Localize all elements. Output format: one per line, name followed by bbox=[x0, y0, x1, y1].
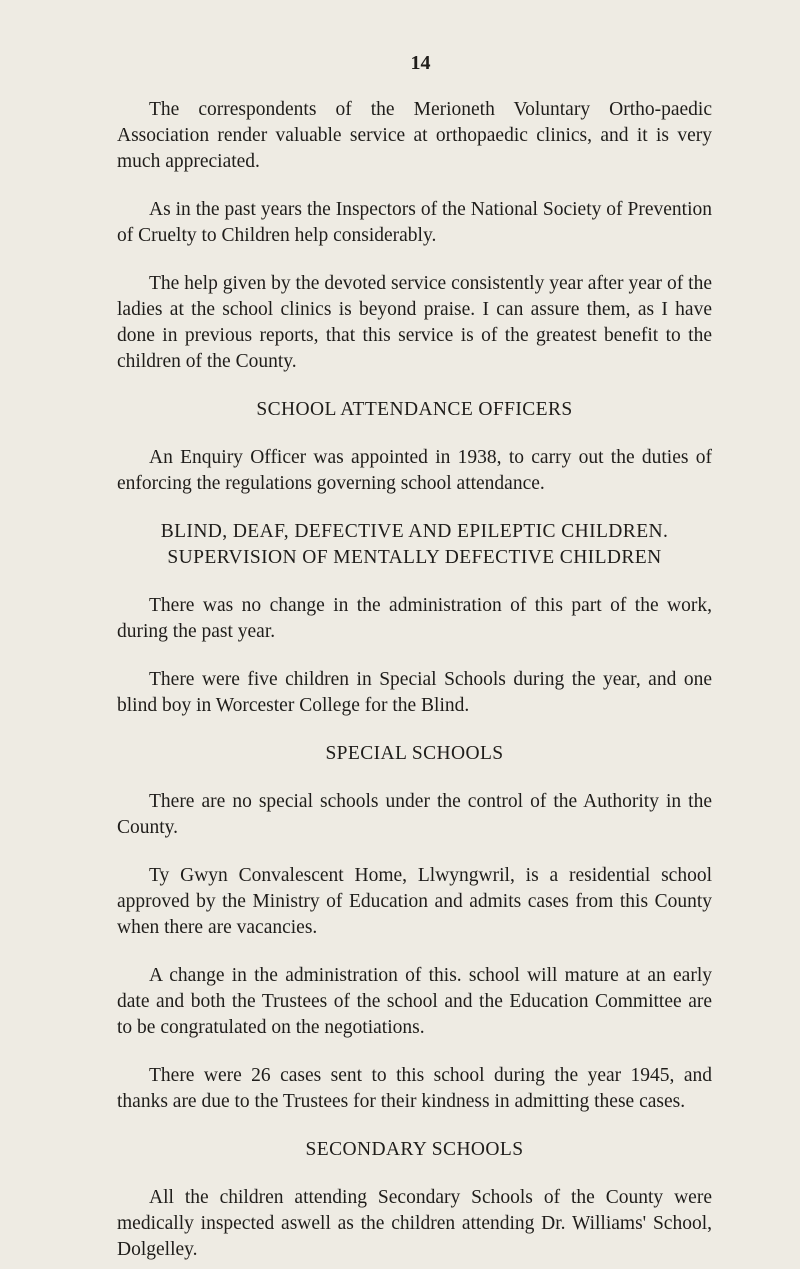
paragraph-enquiry-officer: An Enquiry Officer was appointed in 1938, to carry out the duties of enforcing the regulations governing school attendance. bbox=[117, 447, 712, 494]
heading-blind-deaf-defective bbox=[117, 519, 712, 571]
heading-special-schools: SPECIAL SCHOOLS bbox=[325, 743, 504, 764]
paragraph-ty-gwyn: Ty Gwyn Convalescent Home, Llwyngwril, is a residential school approved by the Ministry of Education and admits cases from this County when there are vacancies. bbox=[117, 865, 712, 938]
paragraph-nspcc: As in the past years the Inspectors of the National Society of Prevention of Cruelty to Children help considerably. bbox=[117, 199, 712, 246]
heading-blind-line1: BLIND, DEAF, DEFECTIVE AND EPILEPTIC CHILDREN. bbox=[160, 521, 669, 542]
heading-blind-line2: SUPERVISION OF MENTALLY DEFECTIVE CHILDREN bbox=[167, 547, 662, 568]
paragraph-ladies-clinics: The help given by the devoted service consistently year after year of the ladies at the school clinics is beyond praise. I can assure them, as I have done in previous reports, that this service is of the greatest benefit to the children of the County. bbox=[117, 273, 712, 372]
paragraph-five-children: There were five children in Special Schools during the year, and one blind boy in Worcester College for the Blind. bbox=[117, 669, 712, 716]
paragraph-no-special-schools: There are no special schools under the control of the Authority in the County. bbox=[117, 791, 712, 838]
paragraph-change-administration: A change in the administration of this. school will mature at an early date and both the Trustees of the school and the Education Committee are to be congratulated on the negotiations. bbox=[117, 965, 712, 1038]
paragraph-orthopaedic: The correspondents of the Merioneth Voluntary Ortho-paedic Association render valuable service at orthopaedic clinics, and it is very much appreciated. bbox=[117, 99, 712, 172]
heading-secondary-schools: SECONDARY SCHOOLS bbox=[305, 1139, 524, 1160]
page-number: 14 bbox=[410, 52, 431, 74]
paragraph-no-change: There was no change in the administration of this part of the work, during the past year. bbox=[117, 595, 712, 642]
heading-school-attendance: SCHOOL ATTENDANCE OFFICERS bbox=[256, 399, 573, 420]
paragraph-26-cases: There were 26 cases sent to this school during the year 1945, and thanks are due to the Trustees for their kindness in admitting these cases. bbox=[117, 1065, 712, 1112]
paragraph-secondary-inspected: All the children attending Secondary Schools of the County were medically inspected aswell as the children attending Dr. Williams' School, Dolgelley. bbox=[117, 1187, 712, 1260]
